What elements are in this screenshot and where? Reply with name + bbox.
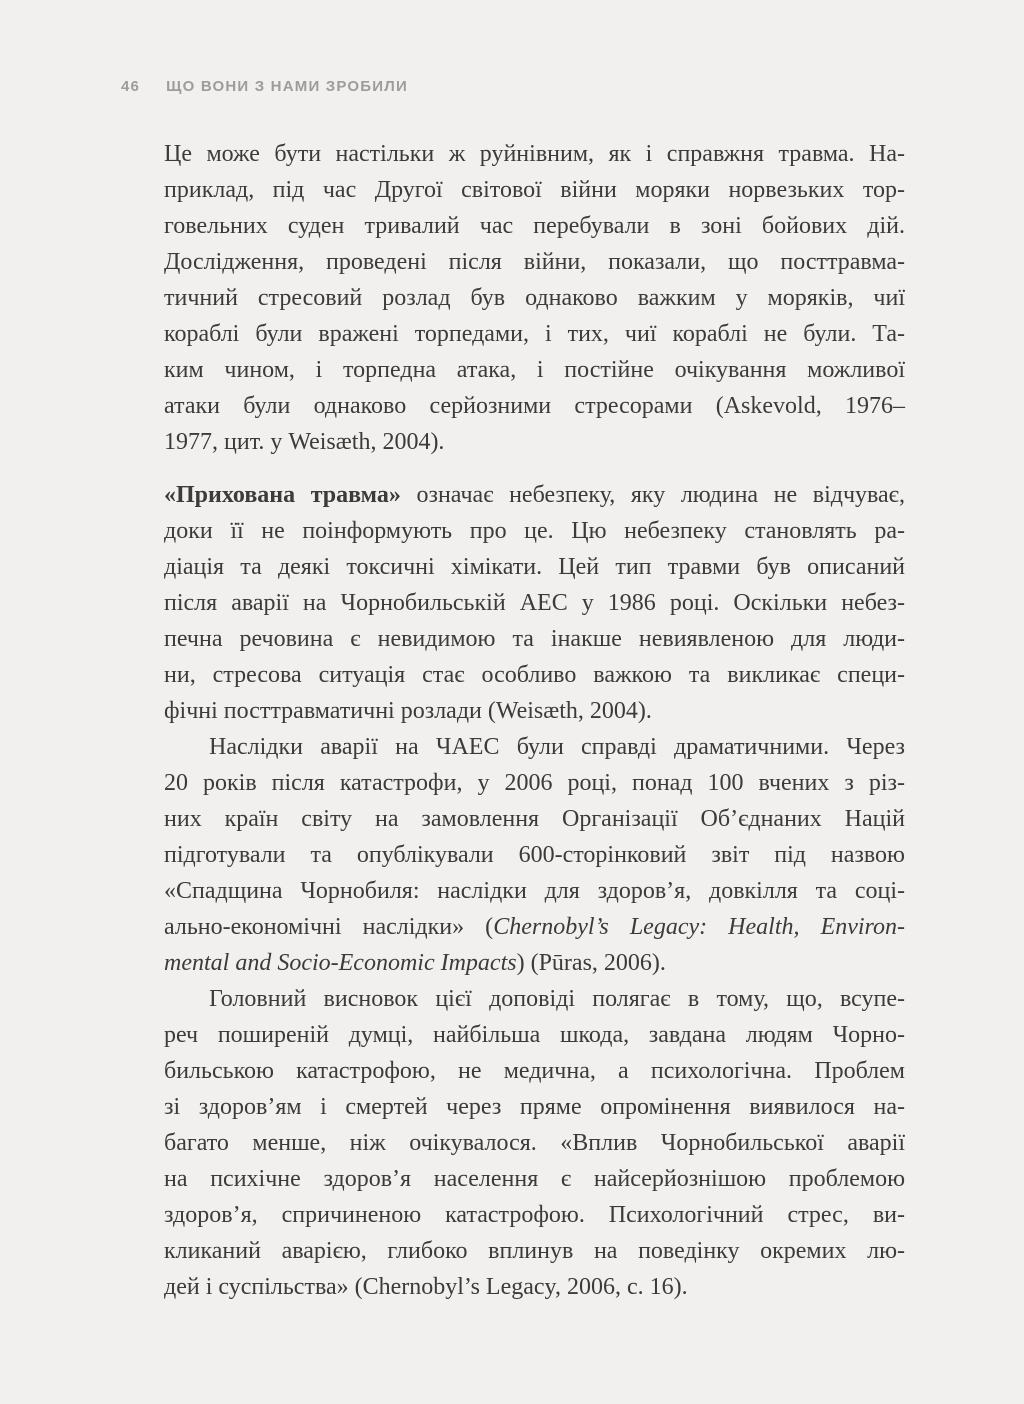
text-line: діація та деякі токсичні хімікати. Цей тип травми був описаний xyxy=(164,554,905,580)
text-line: Дослідження, проведені після війни, показали, що посттравма- xyxy=(164,249,905,275)
paragraph xyxy=(164,729,905,981)
text-line: реч поширеній думці, найбільша шкода, завдана людям Чорно- xyxy=(164,1022,905,1048)
text-block xyxy=(164,136,905,1305)
text-line: на психічне здоров’я населення є найсерйознішою проблемою xyxy=(164,1166,905,1192)
text-line: mental and Socio-Economic Impacts) (Pūras, 2006). xyxy=(164,950,666,976)
text-line: ни, стресова ситуація стає особливо важкою та викликає специ- xyxy=(164,662,905,688)
text-line: «Спадщина Чорнобиля: наслідки для здоров’я, довкілля та соці- xyxy=(164,878,905,904)
text-line: говельних суден тривалий час перебували в зоні бойових дій. xyxy=(164,213,905,239)
text-line: 1977, цит. у Weisæth, 2004). xyxy=(164,429,445,455)
text-line: тичний стресовий розлад був однаково важким у моряків, чиї xyxy=(164,285,905,311)
text-line: фічні посттравматичні розлади (Weisæth, 2004). xyxy=(164,698,652,724)
page-number: 46 xyxy=(121,78,141,95)
paragraph xyxy=(164,136,905,460)
text-line: Це може бути настільки ж руйнівним, як і справжня травма. На- xyxy=(164,141,905,167)
text-line: 20 років після катастрофи, у 2006 році, понад 100 вчених з різ- xyxy=(164,770,905,796)
text-line: бильською катастрофою, не медична, а психологічна. Проблем xyxy=(164,1058,905,1084)
text-line: кораблі були вражені торпедами, і тих, чиї кораблі не були. Та- xyxy=(164,321,905,347)
text-line: підготували та опублікували 600-сторінковий звіт під назвою xyxy=(164,842,905,868)
text-line: зі здоров’ям і смертей через пряме опромінення виявилося на- xyxy=(164,1094,905,1120)
text-line: них країн світу на замовлення Організації Об’єднаних Націй xyxy=(164,806,905,832)
text-line: атаки були однаково серйозними стресорами (Askevold, 1976– xyxy=(164,393,905,419)
text-line: Головний висновок цієї доповіді полягає в тому, що, всупе- xyxy=(209,986,905,1012)
text-line: «Прихована травма» означає небезпеку, яку людина не відчуває, xyxy=(164,482,905,508)
text-line: ким чином, і торпедна атака, і постійне очікування можливої xyxy=(164,357,905,383)
running-title: ЩО ВОНИ З НАМИ ЗРОБИЛИ xyxy=(166,78,408,95)
text-line: Наслідки аварії на ЧАЕС були справді драматичними. Через xyxy=(209,734,905,760)
text-line: приклад, під час Другої світової війни моряки норвезьких тор- xyxy=(164,177,905,203)
text-line: багато менше, ніж очікувалося. «Вплив Чорнобильської аварії xyxy=(164,1130,905,1156)
text-line: ально-економічні наслідки» (Chernobyl’s Legacy: Health, Environ- xyxy=(164,914,905,940)
text-line: кликаний аварією, глибоко вплинув на поведінку окремих лю- xyxy=(164,1238,905,1264)
text-line: дей і суспільства» (Chernobyl’s Legacy, 2006, с. 16). xyxy=(164,1274,688,1300)
text-line: доки її не поінформують про це. Цю небезпеку становлять ра- xyxy=(164,518,905,544)
running-header xyxy=(121,78,408,95)
paragraph xyxy=(164,477,905,729)
paragraph xyxy=(164,981,905,1305)
text-line: після аварії на Чорнобильській АЕС у 1986 році. Оскільки небез- xyxy=(164,590,905,616)
text-line: здоров’я, спричиненою катастрофою. Психологічний стрес, ви- xyxy=(164,1202,905,1228)
text-line: печна речовина є невидимою та інакше невиявленою для люди- xyxy=(164,626,905,652)
